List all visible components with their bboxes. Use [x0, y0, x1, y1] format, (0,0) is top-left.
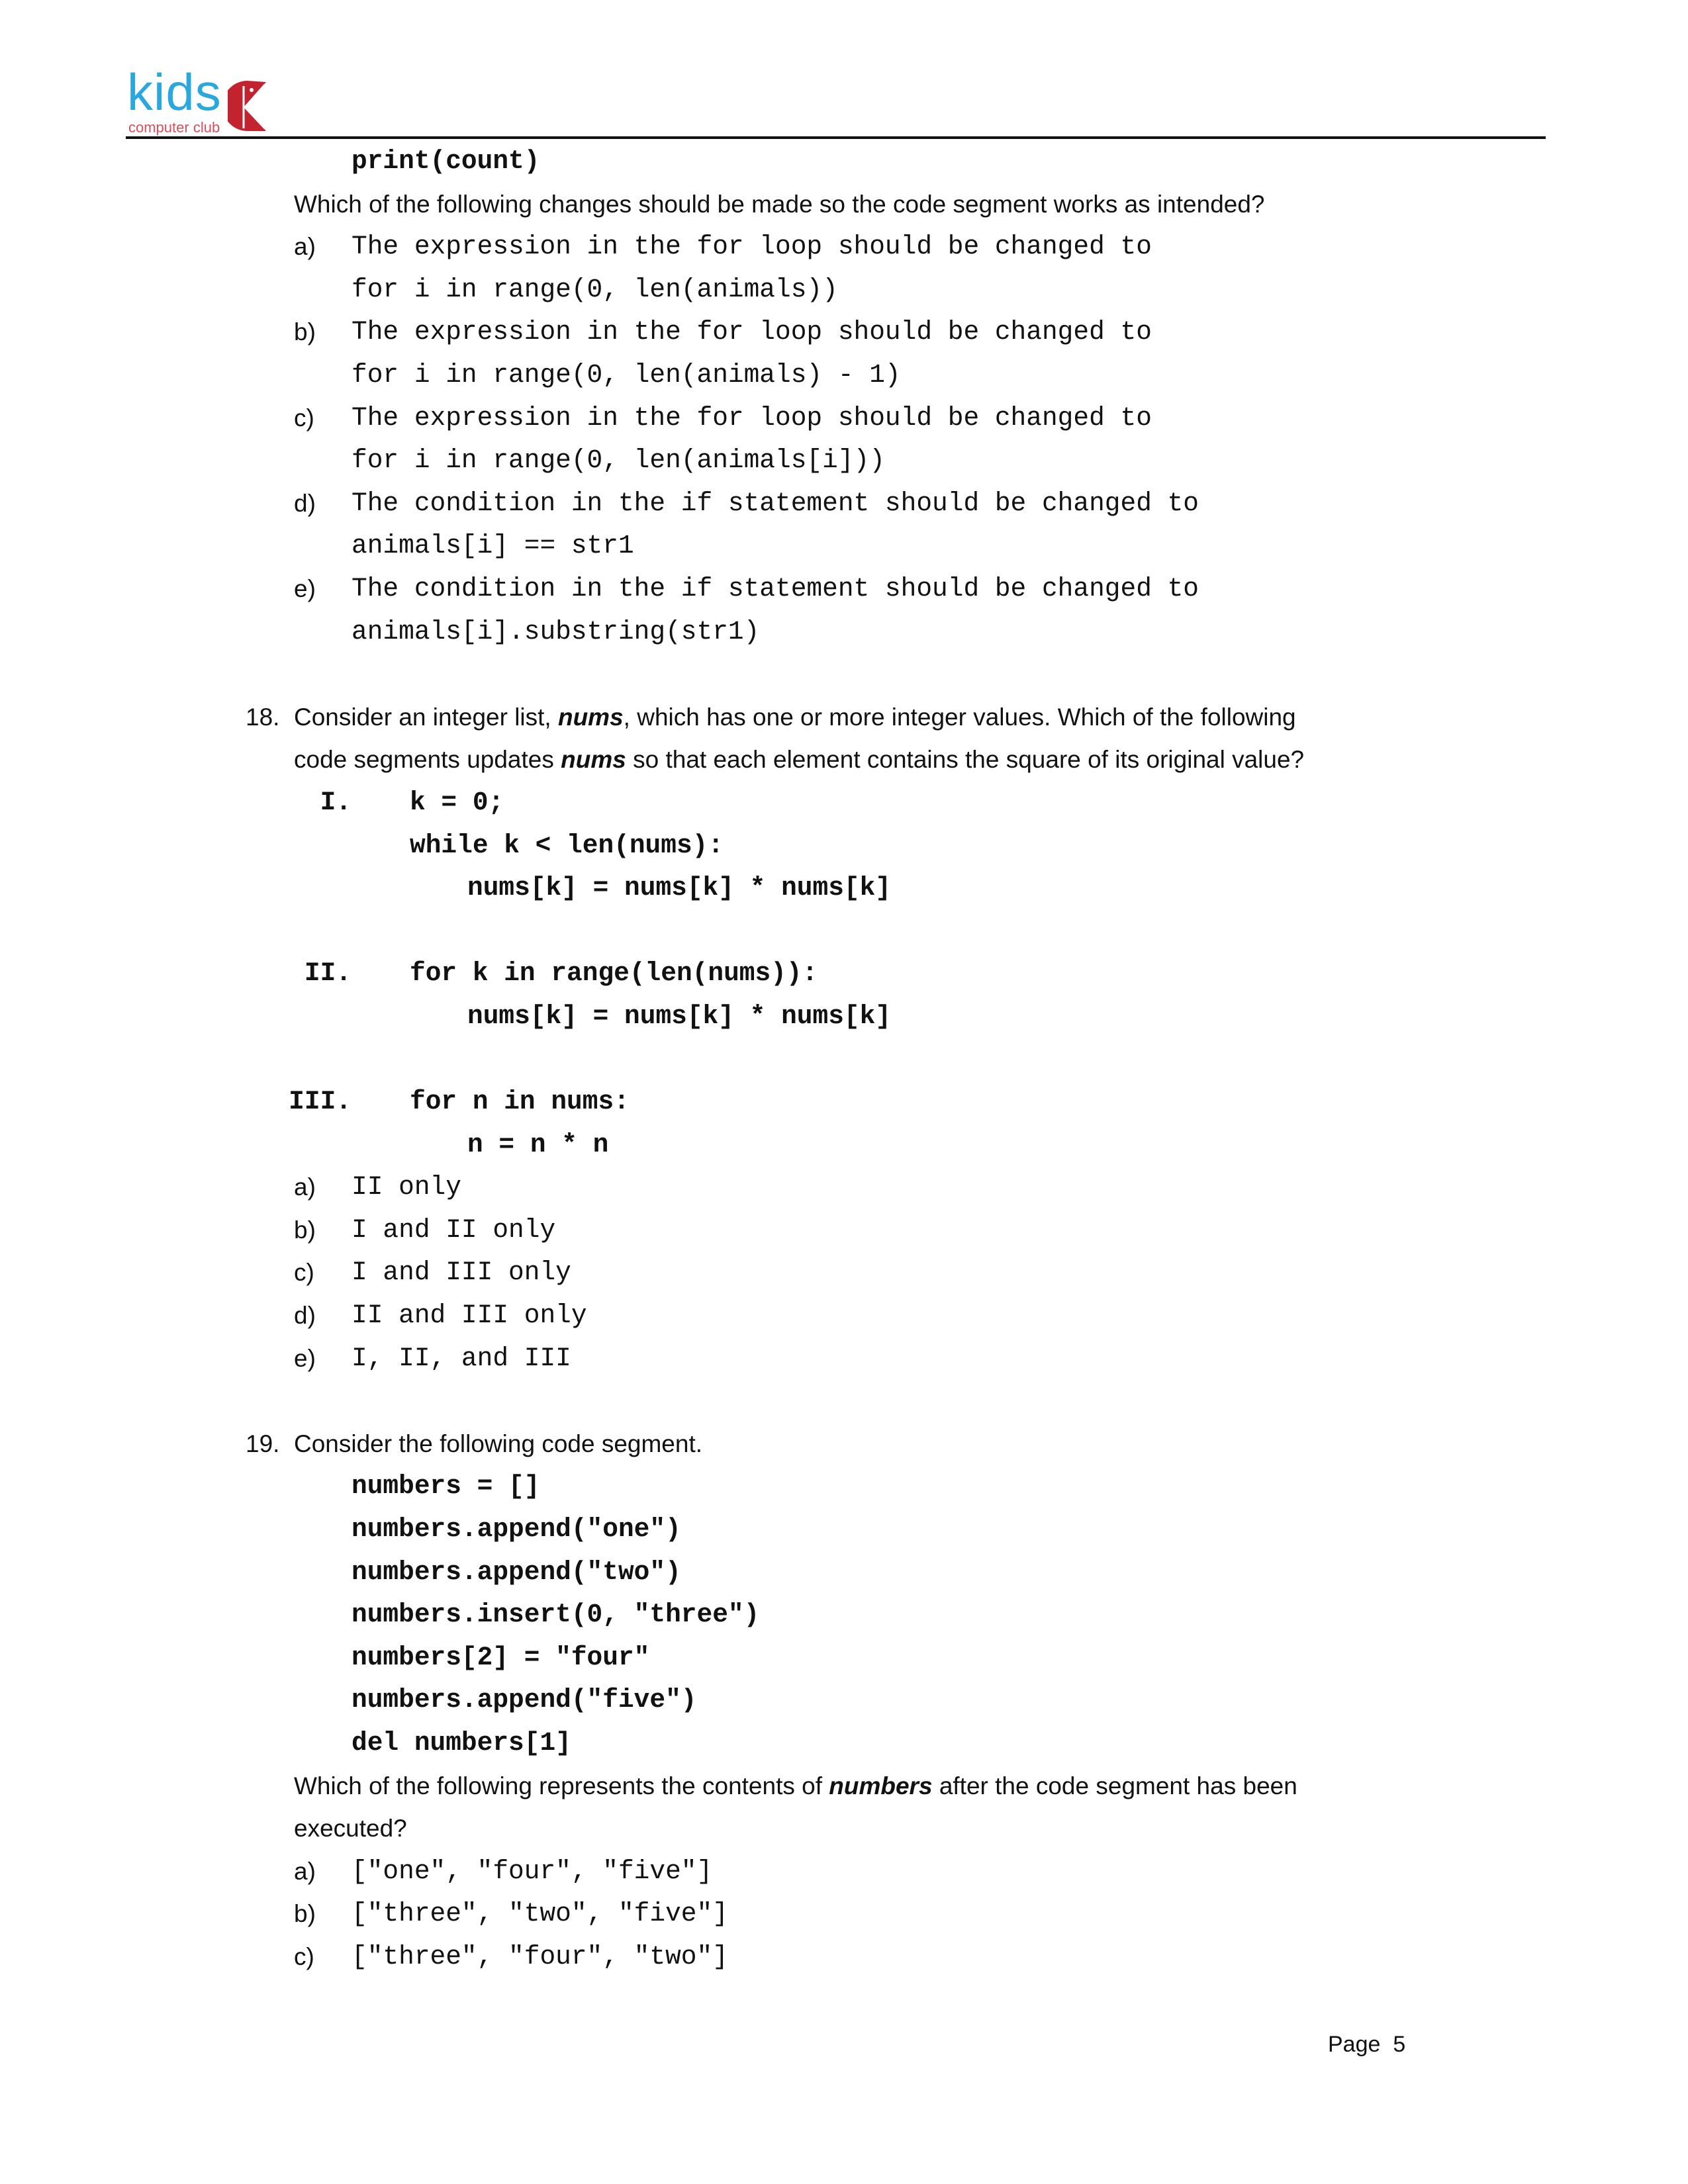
option-label: b)	[294, 1216, 316, 1244]
page-content	[0, 140, 1688, 1979]
option-text: ["one", "four", "five"]	[352, 1856, 713, 1886]
option-d-text: The condition in the if statement should be changed to	[352, 488, 1199, 518]
option-label: d)	[294, 489, 316, 517]
page-number-value: 5	[1393, 2032, 1406, 2057]
variable-name: numbers	[829, 1772, 933, 1799]
prompt-text: , which has one or more integer values. Which of the following	[623, 703, 1296, 731]
code-line: n = n * n	[467, 1129, 609, 1160]
header-rule	[126, 136, 1546, 139]
option-text: II only	[352, 1172, 461, 1203]
question-19-question-line2: executed?	[294, 1815, 407, 1843]
code-line: for k in range(len(nums)):	[410, 958, 818, 989]
prompt-text: so that each element contains the square of its original value?	[626, 746, 1305, 774]
prompt-text: code segments updates	[294, 746, 561, 774]
option-e-text: The condition in the if statement should be changed to	[352, 573, 1199, 604]
prompt-text: after the code segment has been	[932, 1772, 1297, 1799]
option-b-text: The expression in the for loop should be changed to	[352, 317, 1152, 347]
code-line: while k < len(nums):	[410, 830, 724, 860]
option-a-code: for i in range(0, len(animals))	[352, 274, 838, 304]
code-line: nums[k] = nums[k] * nums[k]	[467, 1001, 892, 1031]
prompt-text: Consider an integer list,	[294, 703, 558, 731]
option-a-text: The expression in the for loop should be changed to	[352, 232, 1152, 262]
page-label: Page	[1328, 2032, 1381, 2057]
code-line: for n in nums:	[410, 1087, 630, 1117]
segment-label: I.	[320, 787, 352, 817]
option-label: e)	[294, 1344, 316, 1372]
option-label: a)	[294, 233, 316, 261]
code-line: nums[k] = nums[k] * nums[k]	[467, 873, 892, 903]
page-number	[1328, 2032, 1405, 2058]
prompt-text: Which of the following represents the contents of	[294, 1772, 829, 1799]
question-number: 18.	[246, 703, 280, 731]
option-label: c)	[294, 1942, 314, 1970]
option-label: a)	[294, 1173, 316, 1201]
segment-label: III.	[289, 1087, 352, 1117]
logo-word: kids	[127, 63, 222, 121]
option-c-text: The expression in the for loop should be changed to	[352, 402, 1152, 433]
option-e-code: animals[i].substring(str1)	[352, 616, 760, 647]
option-label: e)	[294, 574, 316, 602]
code-line: numbers = []	[352, 1471, 540, 1502]
question-number: 19.	[246, 1430, 280, 1457]
option-text: I and II only	[352, 1214, 556, 1245]
question-18-prompt-line2	[294, 739, 1304, 782]
option-c-code: for i in range(0, len(animals[i]))	[352, 445, 885, 476]
option-d-code: animals[i] == str1	[352, 531, 634, 561]
variable-name: nums	[557, 703, 624, 731]
variable-name: nums	[561, 746, 626, 774]
question-19-question	[294, 1765, 1297, 1808]
code-line: numbers.append("one")	[352, 1514, 681, 1544]
question-18-prompt	[294, 696, 1296, 739]
option-text: ["three", "four", "two"]	[352, 1941, 728, 1972]
option-b-code: for i in range(0, len(animals) - 1)	[352, 359, 901, 390]
option-label: c)	[294, 404, 314, 432]
option-label: b)	[294, 1900, 316, 1928]
option-text: I, II, and III	[352, 1343, 571, 1373]
segment-label: II.	[304, 958, 352, 989]
option-text: ["three", "two", "five"]	[352, 1899, 728, 1929]
option-text: I and III only	[352, 1257, 571, 1288]
option-label: a)	[294, 1857, 316, 1885]
question-17-prompt: Which of the following changes should be made so the code segment works as intended?	[294, 190, 1265, 218]
code-line: k = 0;	[410, 787, 504, 817]
logo-k-icon	[228, 79, 267, 132]
code-line: numbers.append("two")	[352, 1557, 681, 1587]
option-label: d)	[294, 1302, 316, 1330]
option-label: c)	[294, 1259, 314, 1287]
code-line: print(count)	[352, 146, 540, 176]
option-label: b)	[294, 318, 316, 346]
question-19-prompt: Consider the following code segment.	[294, 1430, 703, 1457]
code-line: numbers.append("five")	[352, 1685, 697, 1715]
code-line: numbers.insert(0, "three")	[352, 1600, 760, 1630]
code-line: del numbers[1]	[352, 1727, 571, 1758]
kids-computer-club-logo	[127, 63, 279, 136]
logo-tagline: computer club	[128, 119, 220, 136]
code-line: numbers[2] = "four"	[352, 1642, 650, 1672]
option-text: II and III only	[352, 1300, 587, 1331]
